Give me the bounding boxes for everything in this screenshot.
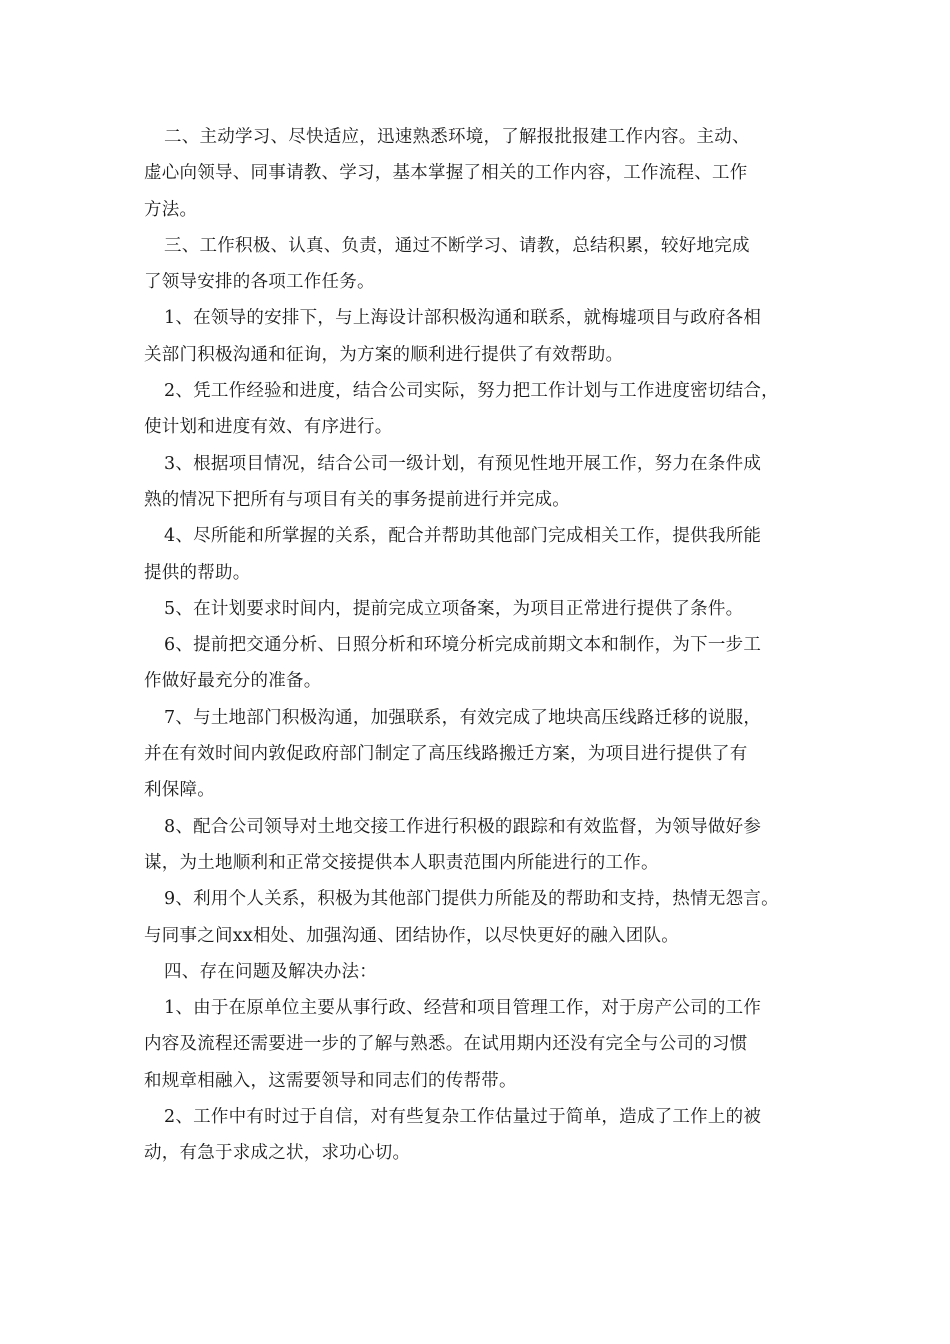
paragraph-line: 8、配合公司领导对土地交接工作进行积极的跟踪和有效监督，为领导做好参 bbox=[164, 816, 762, 837]
paragraph-line: 和规章相融入，这需要领导和同志们的传帮带。 bbox=[144, 1070, 517, 1091]
paragraph-line: 6、提前把交通分析、日照分析和环境分析完成前期文本和制作，为下一步工 bbox=[164, 635, 762, 656]
paragraph-line: 2、凭工作经验和进度，结合公司实际，努力把工作计划与工作进度密切结合， bbox=[164, 381, 779, 402]
paragraph-line: 使计划和进度有效、有序进行。 bbox=[144, 417, 393, 438]
paragraph-line: 1、由于在原单位主要从事行政、经营和项目管理工作，对于房产公司的工作 bbox=[164, 998, 762, 1019]
paragraph-line: 4、尽所能和所掌握的关系，配合并帮助其他部门完成相关工作，提供我所能 bbox=[164, 526, 762, 547]
paragraph-line: 9、利用个人关系，积极为其他部门提供力所能及的帮助和支持，热情无怨言。 bbox=[164, 889, 779, 910]
paragraph-line: 提供的帮助。 bbox=[144, 562, 251, 583]
paragraph-line: 并在有效时间内敦促政府部门制定了高压线路搬迁方案，为项目进行提供了有 bbox=[144, 744, 748, 765]
paragraph-line: 熟的情况下把所有与项目有关的事务提前进行并完成。 bbox=[144, 489, 570, 510]
paragraph-line: 2、工作中有时过于自信，对有些复杂工作估量过于简单，造成了工作上的被 bbox=[164, 1107, 762, 1128]
paragraph-line: 5、在计划要求时间内，提前完成立项备案，为项目正常进行提供了条件。 bbox=[164, 598, 744, 619]
paragraph-line: 作做好最充分的准备。 bbox=[144, 671, 322, 692]
paragraph-line: 利保障。 bbox=[144, 780, 215, 801]
paragraph-line: 1、在领导的安排下，与上海设计部积极沟通和联系，就梅墟项目与政府各相 bbox=[164, 308, 762, 329]
paragraph-line: 二、主动学习、尽快适应，迅速熟悉环境，了解报批报建工作内容。主动、 bbox=[164, 127, 750, 147]
paragraph-line: 虚心向领导、同事请教、学习，基本掌握了相关的工作内容，工作流程、工作 bbox=[144, 163, 748, 184]
document-body bbox=[144, 119, 824, 1172]
paragraph-line: 四、存在问题及解决办法： bbox=[164, 961, 377, 982]
paragraph-line: 7、与土地部门积极沟通，加强联系，有效完成了地块高压线路迁移的说服， bbox=[164, 707, 762, 728]
paragraph-line: 方法。 bbox=[144, 199, 198, 220]
paragraph-line: 三、工作积极、认真、负责，通过不断学习、请教，总结积累，较好地完成 bbox=[164, 235, 750, 256]
paragraph-line: 内容及流程还需要进一步的了解与熟悉。在试用期内还没有完全与公司的习惯 bbox=[144, 1034, 748, 1055]
paragraph-line: 了领导安排的各项工作任务。 bbox=[144, 272, 375, 293]
paragraph-line: 谋，为土地顺利和正常交接提供本人职责范围内所能进行的工作。 bbox=[144, 852, 659, 873]
paragraph-line: 3、根据项目情况，结合公司一级计划，有预见性地开展工作，努力在条件成 bbox=[164, 453, 762, 474]
paragraph-line: 关部门积极沟通和征询，为方案的顺利进行提供了有效帮助。 bbox=[144, 344, 624, 365]
paragraph-line: 与同事之间xx相处、加强沟通、团结协作，以尽快更好的融入团队。 bbox=[144, 925, 679, 946]
paragraph-line: 动，有急于求成之状，求功心切。 bbox=[144, 1143, 411, 1164]
